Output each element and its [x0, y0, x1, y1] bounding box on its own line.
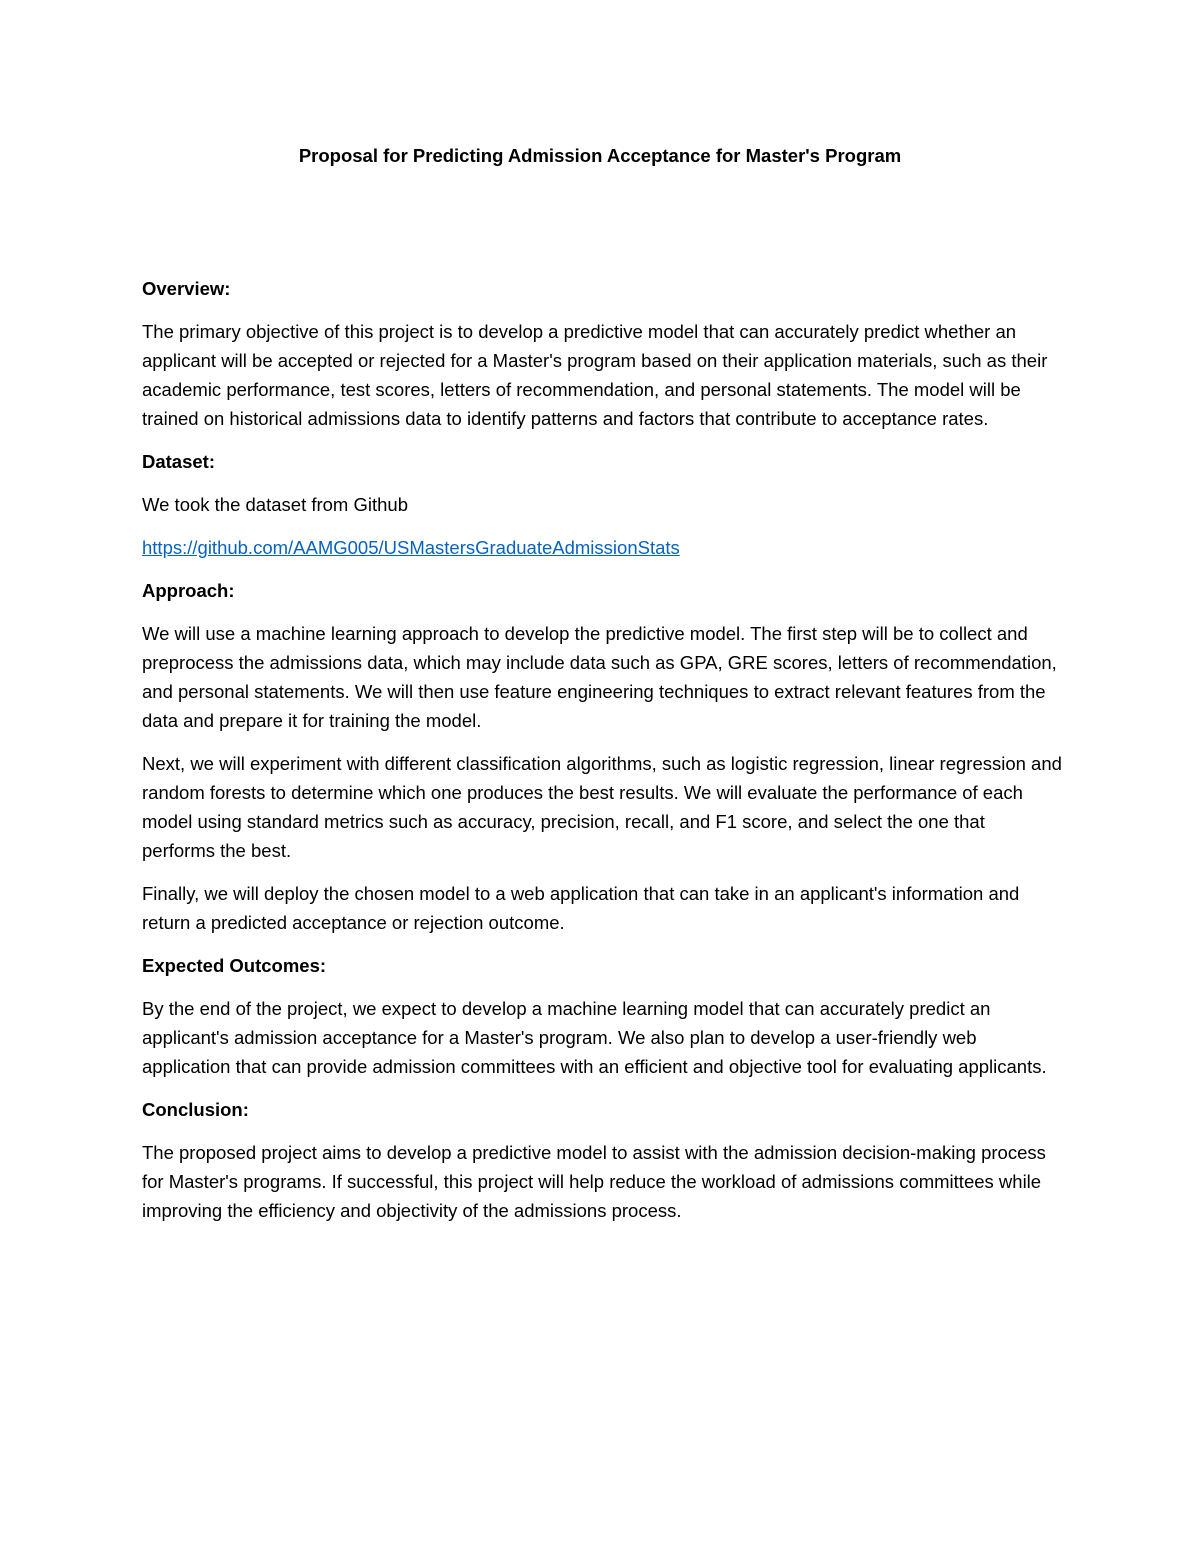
overview-heading: Overview:	[142, 278, 231, 299]
overview-paragraph: The primary objective of this project is to develop a predictive model that can accurately predict whether an applicant will be accepted or rejected for a Master's program based on their application materials, such as their academic performance, test scores, letters of recommendation, and personal statements. The model will be trained on historical admissions data to identify patterns and factors that contribute to acceptance rates.	[142, 321, 1048, 429]
conclusion-paragraph: The proposed project aims to develop a predictive model to assist with the admission decision-making process for Master's programs. If successful, this project will help reduce the workload of admissions committees while improving the efficiency and objectivity of the admissions process.	[142, 1142, 1046, 1221]
approach-paragraph-3: Finally, we will deploy the chosen model to a web application that can take in an applicant's information and return a predicted acceptance or rejection outcome.	[142, 883, 1020, 933]
document-title: Proposal for Predicting Admission Acceptance for Master's Program	[298, 145, 902, 166]
dataset-paragraph: We took the dataset from Github	[142, 494, 408, 515]
dataset-link[interactable]: https://github.com/AAMG005/USMastersGraduateAdmissionStats	[142, 537, 680, 558]
approach-paragraph-2: Next, we will experiment with different classification algorithms, such as logistic regression, linear regression and random forests to determine which one produces the best results. We will evaluate the performance of each model using standard metrics such as accuracy, precision, recall, and F1 score, and select the one that performs the best.	[142, 753, 1062, 861]
dataset-heading: Dataset:	[142, 451, 215, 472]
expected-outcomes-heading: Expected Outcomes:	[142, 955, 327, 976]
conclusion-heading: Conclusion:	[142, 1099, 249, 1120]
document-body	[142, 274, 1062, 1239]
approach-heading: Approach:	[142, 580, 235, 601]
expected-outcomes-paragraph: By the end of the project, we expect to develop a machine learning model that can accurately predict an applicant's admission acceptance for a Master's program. We also plan to develop a user-friendly web application that can provide admission committees with an efficient and objective tool for evaluating applicants.	[142, 998, 1047, 1077]
dataset-link-paragraph	[142, 533, 1062, 562]
approach-paragraph-1: We will use a machine learning approach to develop the predictive model. The first step will be to collect and preprocess the admissions data, which may include data such as GPA, GRE scores, letters of recommendation, and personal statements. We will then use feature engineering techniques to extract relevant features from the data and prepare it for training the model.	[142, 623, 1057, 731]
